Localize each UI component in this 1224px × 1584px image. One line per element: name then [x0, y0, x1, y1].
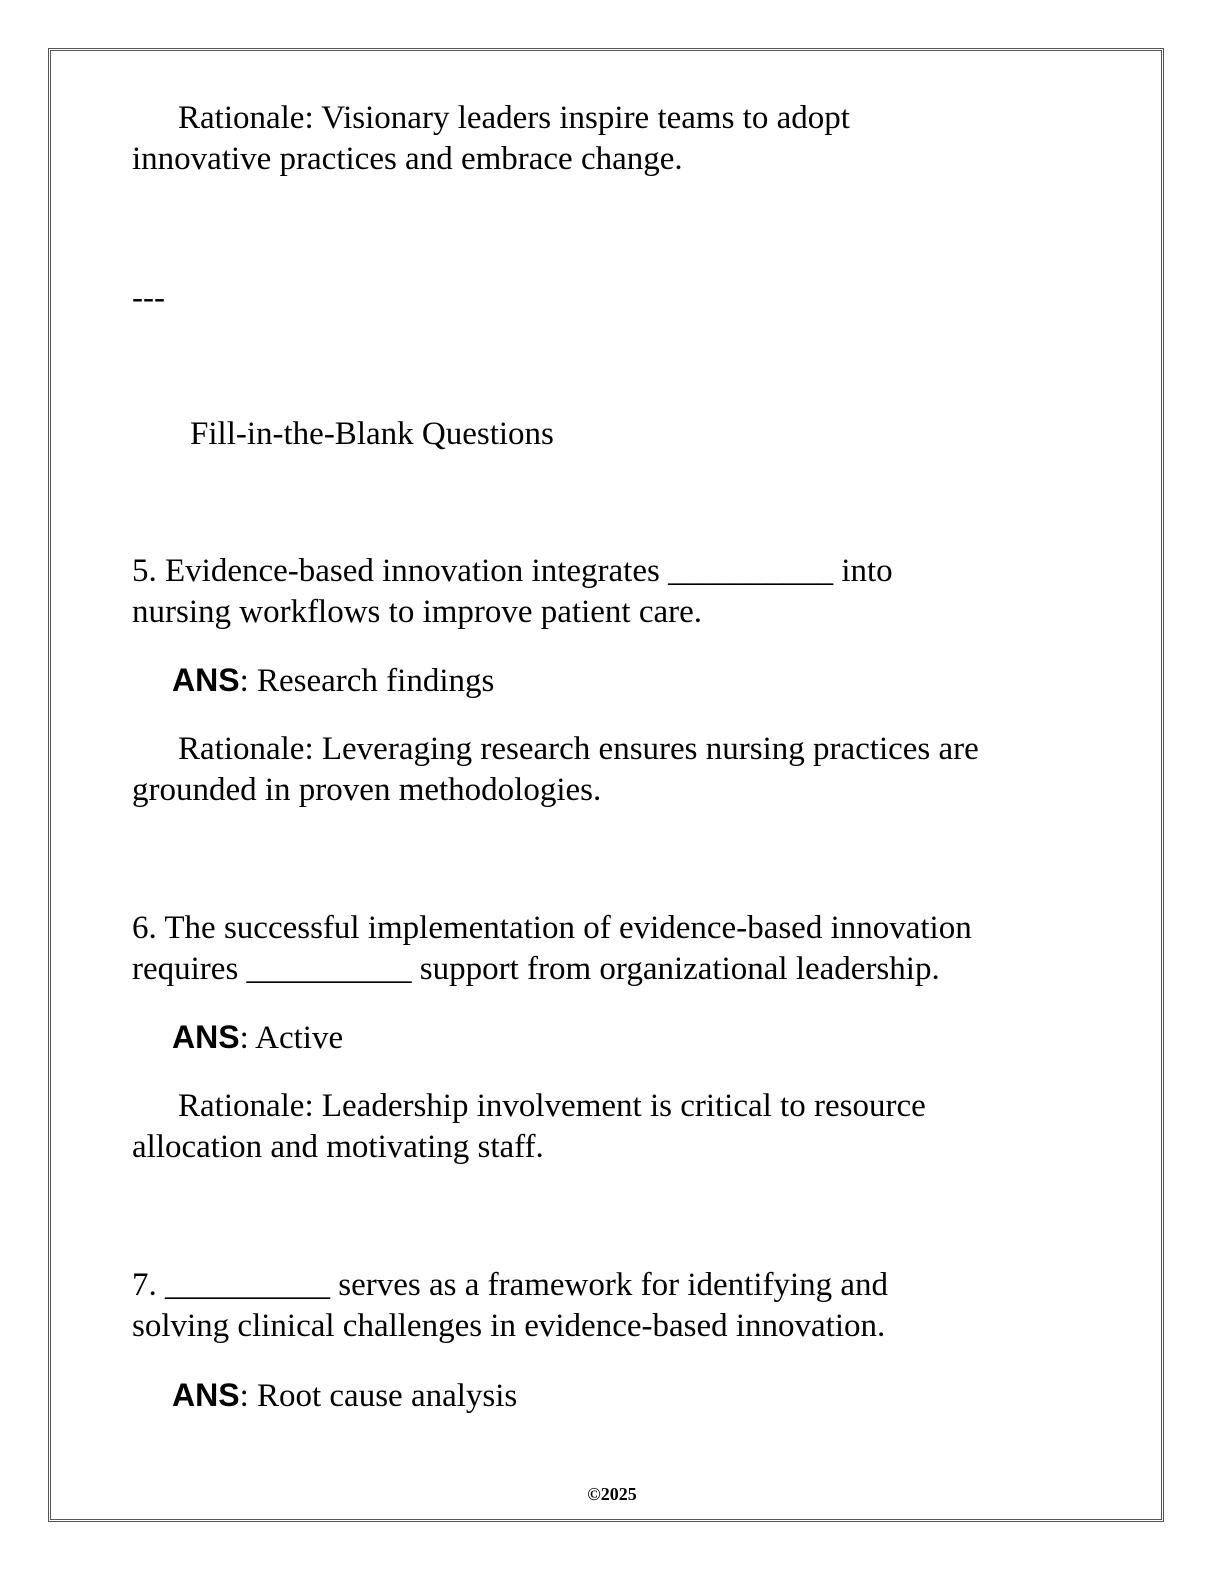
ans-label: ANS — [172, 1377, 240, 1413]
answer-text: : Active — [239, 1020, 344, 1056]
rationale-text: Rationale: Leadership involvement is critical to resource — [178, 1088, 926, 1124]
question-text: nursing workflows to improve patient care. — [132, 594, 703, 630]
rationale-text: Rationale: Visionary leaders inspire teams to adopt — [178, 100, 850, 136]
rationale-text: Rationale: Leveraging research ensures nursing practices are — [178, 731, 979, 767]
answer-text: : Research findings — [239, 663, 495, 699]
rationale-text: grounded in proven methodologies. — [132, 772, 602, 808]
ans-label: ANS — [172, 1019, 240, 1055]
section-heading: Fill-in-the-Blank Questions — [190, 416, 554, 452]
answer-line — [172, 1017, 343, 1059]
rationale-text: innovative practices and embrace change. — [132, 141, 683, 177]
question-text: solving clinical challenges in evidence-based innovation. — [132, 1308, 886, 1344]
separator: --- — [132, 280, 165, 316]
rationale-text: allocation and motivating staff. — [132, 1129, 544, 1165]
question-text: requires __________ support from organizational leadership. — [132, 951, 940, 987]
ans-label: ANS — [172, 662, 240, 698]
question-text: 5. Evidence-based innovation integrates __________ into — [132, 553, 893, 589]
copyright-footer: ©2025 — [587, 1484, 637, 1504]
answer-line — [172, 660, 494, 702]
answer-text: : Root cause analysis — [239, 1378, 518, 1414]
answer-line — [172, 1375, 517, 1417]
question-text: 7. __________ serves as a framework for identifying and — [132, 1267, 889, 1303]
question-text: 6. The successful implementation of evidence-based innovation — [132, 910, 972, 946]
